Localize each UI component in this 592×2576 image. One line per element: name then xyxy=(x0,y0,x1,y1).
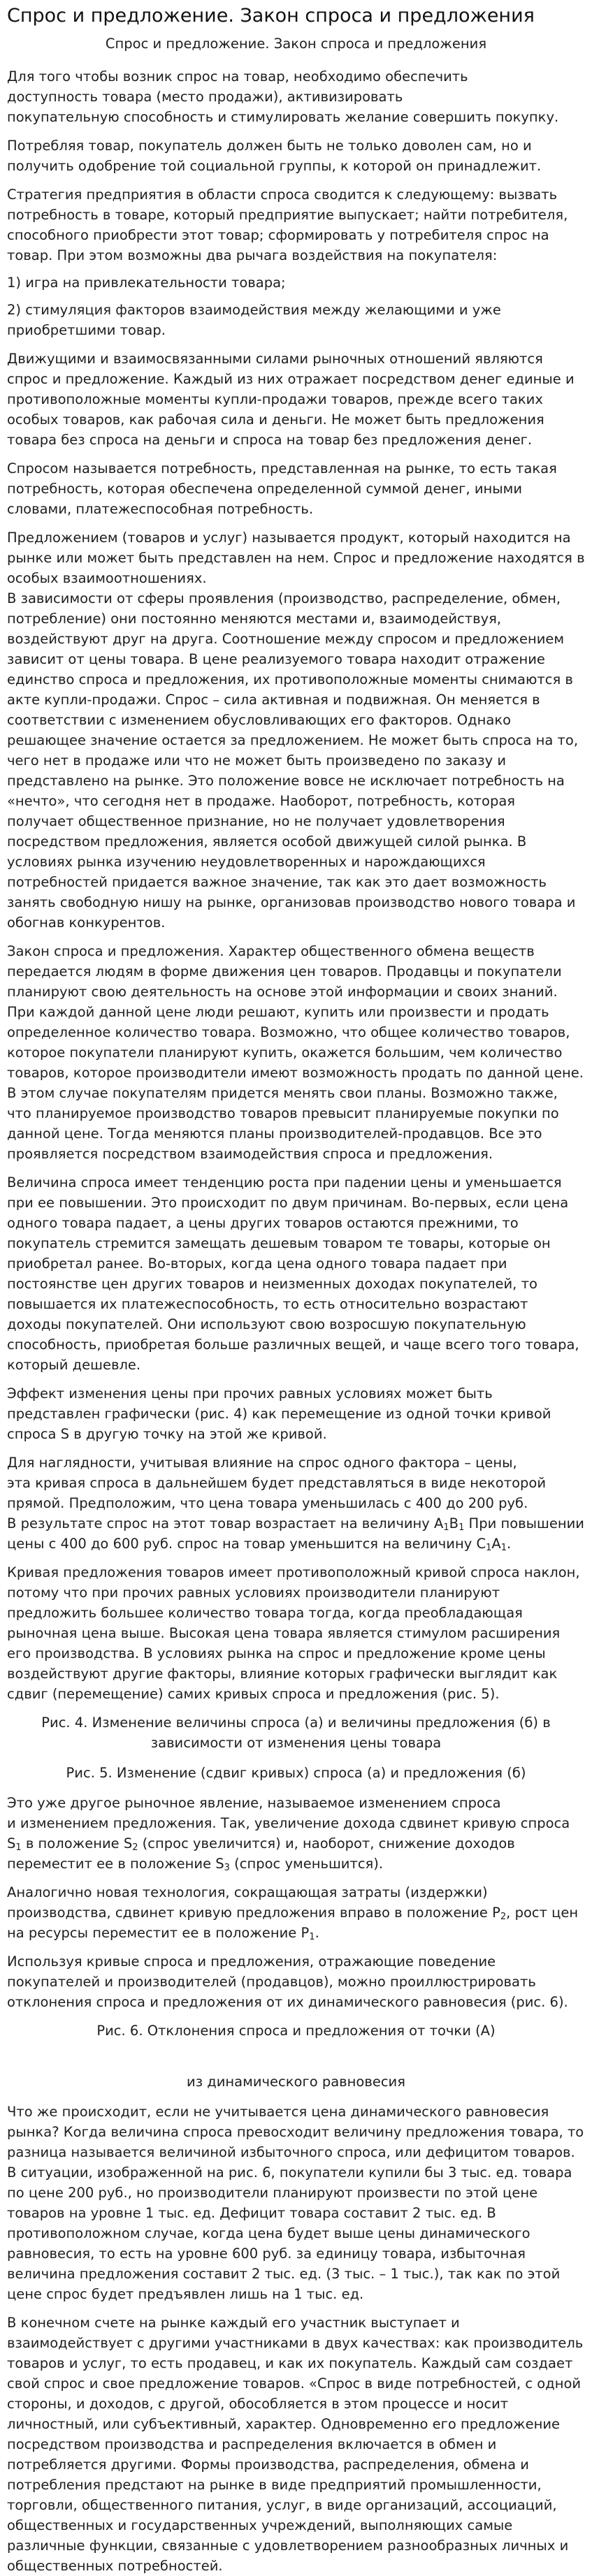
paragraph-supply-shift: Аналогично новая технология, сокращающая затраты (издержки) производства, сдвинет кривую предложения вправо в положение $P_2$, рост цен на ресурсы переместит ее в положение $P_1$. xyxy=(7,1884,579,1942)
figure-caption-6: Рис. 6. Отклонения спроса и предложения от точки (А) xyxy=(96,2023,496,2039)
paragraph-price-effect: Эффект изменения цены при прочих равных условиях может быть представлен графически (рис. 4) как перемещение из одной точки кривой спроса S в другую точку на этой же кривой. xyxy=(7,1385,551,1442)
figure-caption-6-continued: из динамического равновесия xyxy=(187,2074,405,2090)
paragraph-consumer-approval: Потребляя товар, покупатель должен быть не только доволен сам, но и получить одобрение той социальной группы, к которой он принадлежит. xyxy=(7,138,542,174)
paragraph-market-participants: В конечном счете на рынке каждый его участник выступает и взаимодействует с другими участниками в двух качествах: как производитель товаров и услуг, то есть продавец, и как их покупатель. Каждый сам создает свой спрос и свое предложение товаров. «Спрос в виде потребностей, с одной стороны, и доходов, с другой, обособляется в этом процессе и носит личностный, или субъективный, характер. Одновременно его предложение посредством производства и распределения включается в обмен и потребляется другими. Формы производства, распределения, обмена и потребления предстают на рынке в виде предприятий промышленности, торговли, общественного питания, услуг, в виде организаций, ассоциаций, общественных и государственных учреждений, выполняющих самые различные функции, связанные с удовлетворением разнообразных личных и общественных потребностей. xyxy=(7,2315,584,2574)
paragraph-demand-shift: Это уже другое рыночное явление, называемое изменением спроса и изменением предложения. Так, увеличение дохода сдвинет кривую спроса $S_1$ в положение $S_2$ (спрос увеличится) и, наоборот, снижение доходов переместит ее в положение $S_3$ (спрос уменьшится). xyxy=(7,1795,570,1873)
paragraph-market-forces: Движущими и взаимосвязанными силами рыночных отношений являются спрос и предложение. Каждый из них отражает посредством денег единые и противоположные моменты купли-продажи товаров, прежде всего таких особых товаров, как рабочая сила и деньги. Не может быть предложения товара без спроса на деньги и спроса на товар без предложения денег. xyxy=(7,351,575,448)
paragraph-deficit-example: Что же происходит, если не учитывается цена динамического равновесия рынка? Когда величина спроса превосходит величину предложения товара, то разница называется величиной избыточного спроса, или дефицитом товаров. В ситуации, изображенной на рис. 6, покупатели купили бы 3 тыс. ед. товара по цене 200 руб., но производители планируют произвести по этой цене товаров на уровне 1 тыс. ед. Дефицит товара составит 2 тыс. ед. В противоположном случае, когда цена будет выше цены динамического равновесия, то есть на уровне 600 руб. за единицу товара, избыточная величина предложения составит 2 тыс. ед. (3 тыс. – 1 тыс.), так как по этой цене спрос будет предъявлен лишь на 1 тыс. ед. xyxy=(7,2104,584,2302)
page-title: Спрос и предложение. Закон спроса и предложения xyxy=(7,5,535,27)
paragraph-supply-curve: Кривая предложения товаров имеет противоположный кривой спроса наклон, потому что при прочих равных условиях производители планируют предложить большее количество товара тогда, когда преобладающая рыночная цена выше. Высокая цена товара является стимулом расширения его производства. В условиях рынка на спрос и предложение кроме цены воздействуют другие факторы, влияние которых графически выглядит как сдвиг (перемещение) самих кривых спроса и предложения (рис. 5). xyxy=(7,1564,580,1702)
paragraph-strategy: Стратегия предприятия в области спроса сводится к следующему: вызвать потребность в товаре, который предприятие выпускает; найти потребителя, способного приобрести этот товар; сформировать у потребителя спрос на товар. При этом возможны два рычага воздействия на покупателя: xyxy=(7,187,568,263)
paragraph-supply-definition: Предложением (товаров и услуг) называется продукт, который находится на рынке или может быть представлен на нем. Спрос и предложение находятся в особых взаимоотношениях. В зависимости от сферы проявления (производство, распределение, обмен, потребление) они постоянно меняются местами и, взаимодействуя, воздействуют друг на друга. Соотношение между спросом и предложением зависит от цены товара. В цене реализуемого товара находит отражение единство спроса и предложения, их противоположные моменты снимаются в акте купли-продажи. Спрос – сила активная и подвижная. Он меняется в соответствии с изменением обусловливающих его факторов. Однако решающее значение остается за предложением. Не может быть спроса на то, чего нет в продаже или что не может быть произведено по заказу и представлено на рынке. Это положение вовсе не исключает потребность на «нечто», что сегодня нет в продаже. Наоборот, потребность, которая получает общественное признание, но не получает удовлетворения посредством предложения, является особой движущей силой рынка. В условиях рынка изучению неудовлетворенных и нарождающихся потребностей придается важное значение, так как это дает возможность занять свободную нишу на рынке, организовав производство нового товара и обогнав конкурентов. xyxy=(7,530,585,931)
paragraph-law-of-supply-demand: Закон спроса и предложения. Характер общественного обмена веществ передается людям в форме движения цен товаров. Продавцы и покупатели планируют свою деятельность на основе этой информации и своих знаний. При каждой данной цене люди решают, купить или произвести и продать определенное количество товара. Возможно, что общее количество товаров, которое покупатели планируют купить, окажется большим, чем количество товаров, которое производители имеют возможность продать по данной цене. В этом случае покупателям придется менять свои планы. Возможно также, что планируемое производство товаров превысит планируемые покупки по данной цене. Тогда меняются планы производителей-продавцов. Все это проявляется посредством взаимодействия спроса и предложения. xyxy=(7,943,584,1162)
list-item-attractiveness: 1) игра на привлекательности товара; xyxy=(7,275,286,291)
paragraph-demand-definition: Спросом называется потребность, представленная на рынке, то есть такая потребность, которая обеспечена определенной суммой денег, иными словами, платежеспособная потребность. xyxy=(7,460,557,517)
paragraph-demand-tendency: Величина спроса имеет тенденцию роста при падении цены и уменьшается при ее повышении. Это происходит по двум причинам. Во-первых, если цена одного товара падает, а цены других товаров остаются прежними, то покупатель стремится замещать дешевым товаром те товары, которые он приобретал ранее. Во-вторых, когда цена одного товара падает при постоянстве цен других товаров и неизменных доходах покупателей, то повышается их платежеспособность, то есть относительно возрастают доходы покупателей. Они используют свою возросшую покупательную способность, приобретая больше различных вещей, и чаще всего того товара, который дешевле. xyxy=(7,1174,579,1373)
paragraph-price-example: Для наглядности, учитывая влияние на спрос одного фактора – цены, эта кривая спроса в дальнейшем будет представляться в виде некоторой прямой. Предположим, что цена товара уменьшилась с 400 до 200 руб. В результате спрос на этот товар возрастает на величину $A_1B_1$ При повышении цены с 400 до 600 руб. спрос на товар уменьшится на величину $C_1A_1$. xyxy=(7,1455,584,1553)
paragraph-equilibrium-deviation: Используя кривые спроса и предложения, отражающие поведение покупателей и производителей (продавцов), можно проиллюстрировать отклонения спроса и предложения от их динамического равновесия (рис. 6). xyxy=(7,1953,568,2010)
figure-caption-5: Рис. 5. Изменение (сдвиг кривых) спроса (а) и предложения (б) xyxy=(66,1765,526,1781)
list-item-interaction: 2) стимуляция факторов взаимодействия между желающими и уже приобретшими товар. xyxy=(7,302,501,338)
article-subtitle: Спрос и предложение. Закон спроса и предложения xyxy=(105,36,487,52)
paragraph-demand-conditions: Для того чтобы возник спрос на товар, необходимо обеспечить доступность товара (место продажи), активизировать покупательную способность и стимулировать желание совершить покупку. xyxy=(7,68,559,125)
figure-caption-4: Рис. 4. Изменение величины спроса (а) и величины предложения (б) в зависимости от изменения цены товара xyxy=(41,1715,551,1751)
